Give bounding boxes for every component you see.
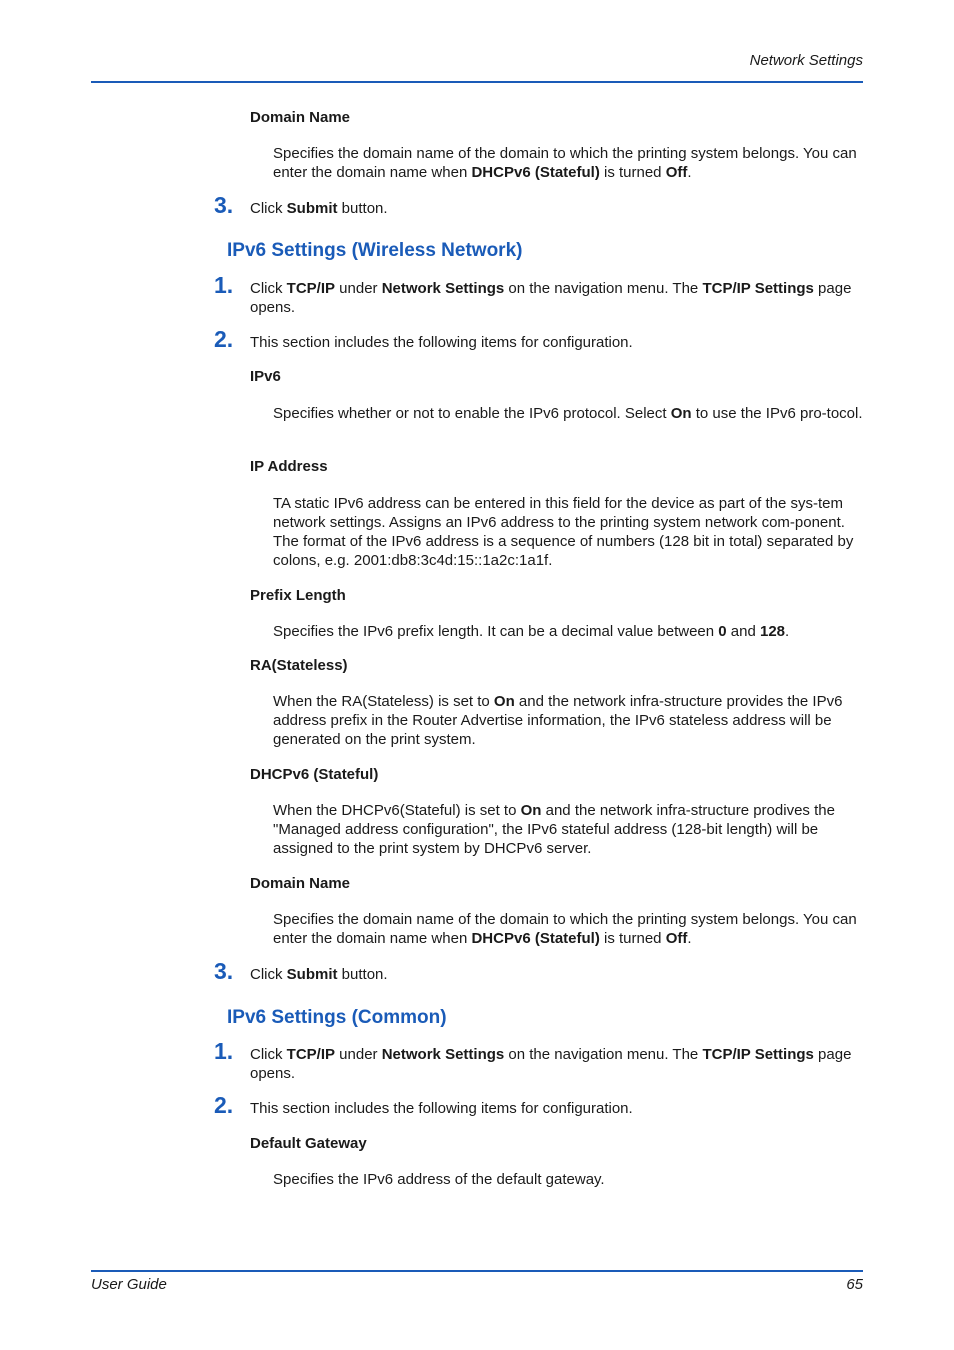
step-number: 1. <box>214 272 234 298</box>
header-rule <box>91 81 863 83</box>
step-text: Click TCP/IP under Network Settings on the navigation menu. The TCP/IP Settings page opens. <box>250 1046 852 1082</box>
footer-rule <box>91 1270 863 1272</box>
step-text: This section includes the following items for configuration. <box>250 1100 633 1117</box>
step-text: This section includes the following items for configuration. <box>250 334 633 351</box>
step-number: 2. <box>214 326 234 352</box>
desc-domain-name: Specifies the domain name of the domain to which the printing system belongs. You can enter the domain name when DHCPv6 (Stateful) is turned Off. <box>273 911 857 947</box>
desc-prefix-length: Specifies the IPv6 prefix length. It can be a decimal value between 0 and 128. <box>273 623 790 640</box>
term-prefix-length: Prefix Length <box>250 587 346 604</box>
term-ipv6: IPv6 <box>250 368 281 385</box>
term-ip-address: IP Address <box>250 458 328 475</box>
desc-ip-address: TA static IPv6 address can be entered in this field for the device as part of the sys-tem network settings. Assigns an IPv6 address to the printing system network com-ponent. The format of the IPv6 address is a sequence of numbers (128 bit in total) separated by colons, e.g. 2001:db8:3c4d:15::1a2c:1a1f. <box>273 495 854 569</box>
step-number: 3. <box>214 192 234 218</box>
term-domain-name: Domain Name <box>250 875 351 892</box>
step-number: 2. <box>214 1092 234 1118</box>
step-number: 3. <box>214 958 234 984</box>
term-ra-stateless: RA(Stateless) <box>250 657 348 674</box>
running-header-title: Network Settings <box>749 52 863 69</box>
step-number: 1. <box>214 1038 234 1064</box>
step-text: Click TCP/IP under Network Settings on the navigation menu. The TCP/IP Settings page opens. <box>250 280 852 316</box>
step-text: Click Submit button. <box>250 966 388 983</box>
footer-doc-title: User Guide <box>91 1276 167 1293</box>
section-heading-wireless: IPv6 Settings (Wireless Network) <box>227 240 523 261</box>
desc-default-gateway: Specifies the IPv6 address of the default gateway. <box>273 1171 605 1188</box>
desc-ra-stateless: When the RA(Stateless) is set to On and the network infra-structure provides the IPv6 address prefix in the Router Advertise information, the IPv6 stateless address will be generated on the print system. <box>273 693 843 748</box>
desc-domain-name: Specifies the domain name of the domain to which the printing system belongs. You can enter the domain name when DHCPv6 (Stateful) is turned Off. <box>273 145 857 181</box>
desc-dhcpv6-stateful: When the DHCPv6(Stateful) is set to On and the network infra-structure prodives the "Managed address configuration", the IPv6 stateful address (128-bit length) will be assigned to the print system by DHCPv6 server. <box>273 802 835 857</box>
term-dhcpv6-stateful: DHCPv6 (Stateful) <box>250 766 379 783</box>
section-heading-common: IPv6 Settings (Common) <box>227 1007 447 1028</box>
page-number: 65 <box>846 1276 863 1293</box>
term-default-gateway: Default Gateway <box>250 1135 367 1152</box>
step-text: Click Submit button. <box>250 200 388 217</box>
desc-ipv6: Specifies whether or not to enable the IPv6 protocol. Select On to use the IPv6 pro-tocol. <box>273 405 863 422</box>
term-domain-name: Domain Name <box>250 109 351 126</box>
